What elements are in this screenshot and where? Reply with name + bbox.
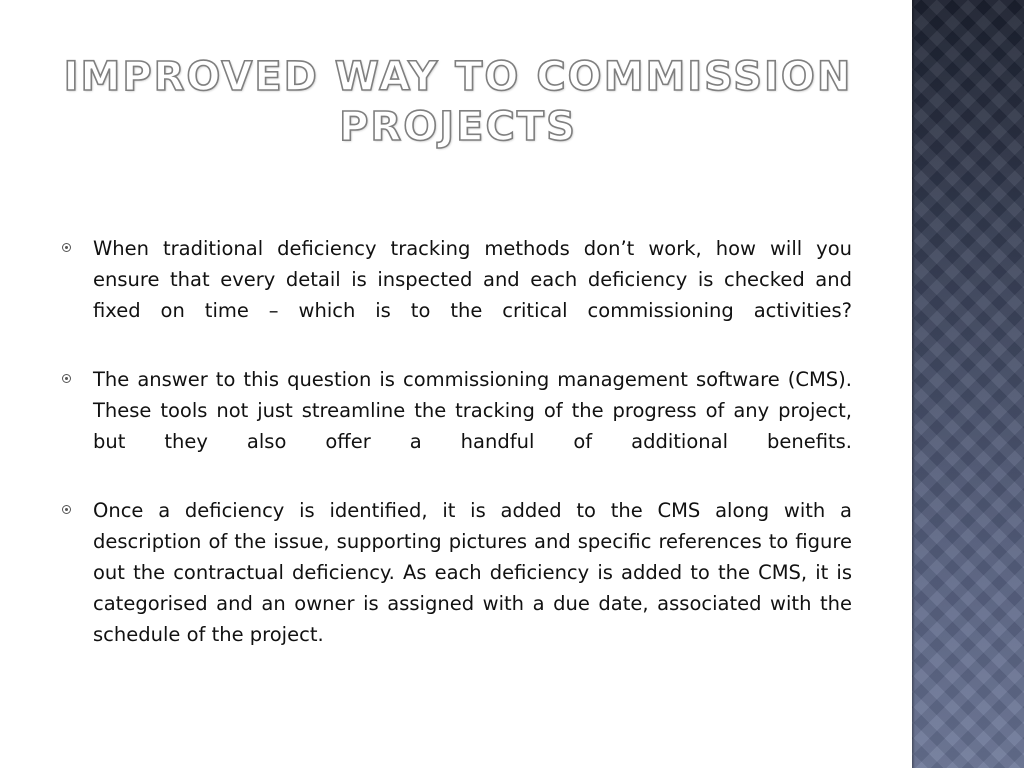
bullet-text: The answer to this question is commissioning management software (CMS). These tools not just streamline the tracking of the progress of any project, but they also offer a handful of additional benefits. [93, 368, 852, 453]
side-decoration-panel [912, 0, 1024, 768]
circled-dot-icon [62, 243, 71, 252]
bullet-text: When traditional deficiency tracking methods don’t work, how will you ensure that every detail is inspected and each deficiency is checked and fixed on time – which is to the critical commissioning activities? [93, 237, 852, 322]
slide-title: IMPROVED WAY TO COMMISSION PROJECTS [63, 54, 853, 150]
bullet-item [60, 495, 852, 650]
bullet-list [60, 233, 852, 688]
bullet-item [60, 233, 852, 326]
circled-dot-icon [62, 505, 71, 514]
circled-dot-icon [62, 374, 71, 383]
bullet-text: Once a deficiency is identified, it is added to the CMS along with a description of the issue, supporting pictures and specific references to figure out the contractual deficiency. As each deficiency is added to the CMS, it is categorised and an owner is assigned with a due date, associated with the schedule of the project. [93, 499, 852, 646]
side-panel-shadow [912, 0, 915, 768]
bullet-item [60, 364, 852, 457]
